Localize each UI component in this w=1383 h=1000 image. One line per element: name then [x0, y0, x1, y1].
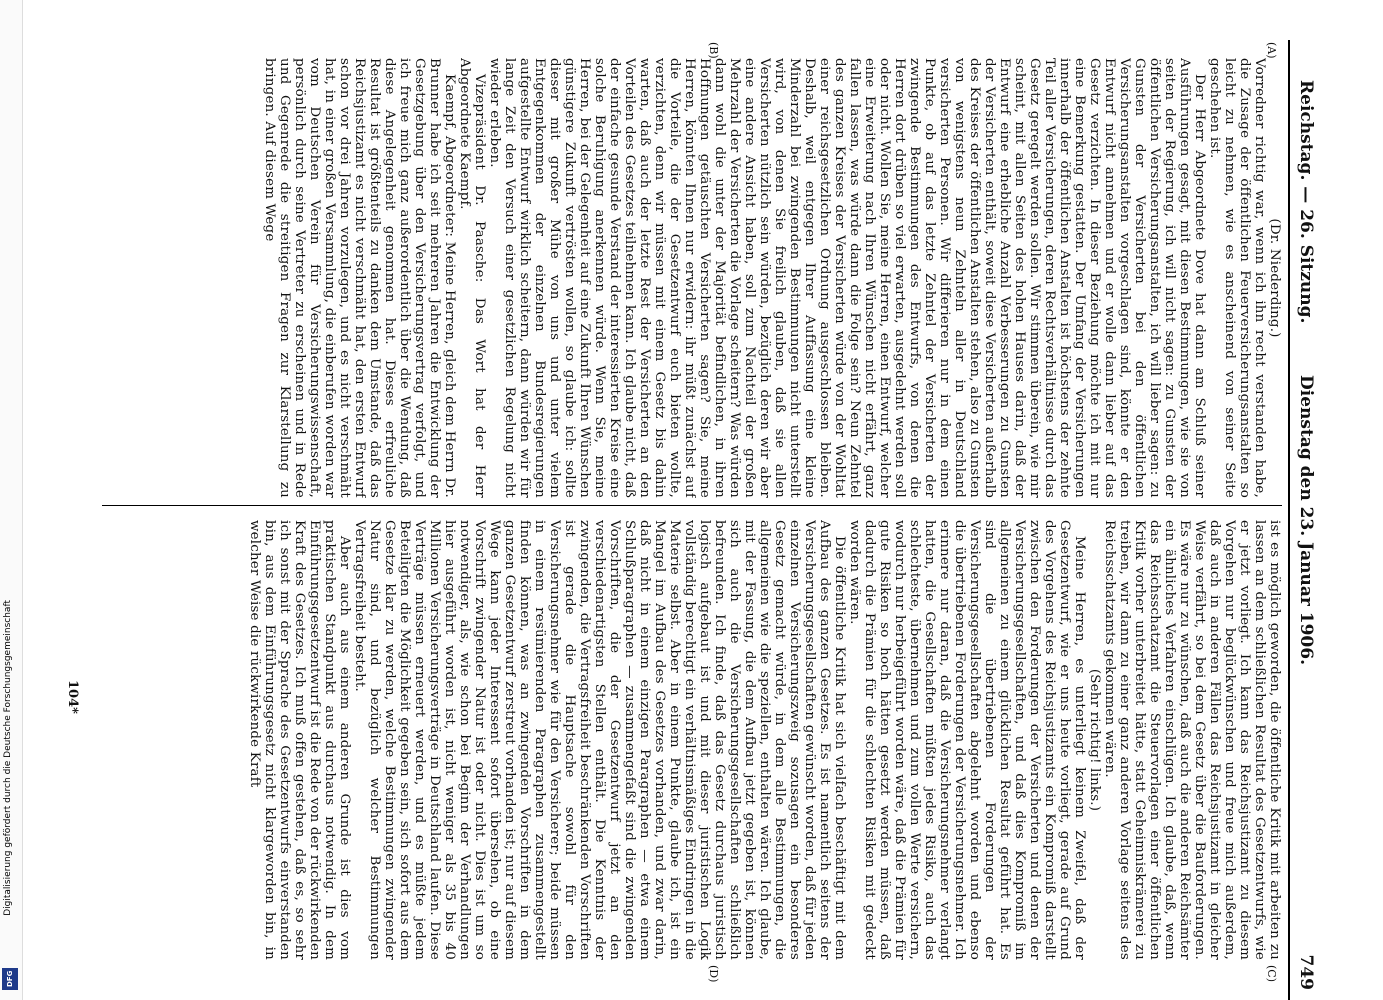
page-number: 749	[1296, 954, 1316, 990]
margin-mark-b: (B)	[707, 42, 720, 59]
header-date: Dienstag den 23. Januar 1906.	[1296, 375, 1316, 665]
sheet-signature: 104*	[65, 680, 80, 714]
right-column	[82, 520, 1282, 960]
column-divider	[102, 505, 1282, 506]
speaker-reference: (Dr. Niederding.)	[1267, 218, 1282, 338]
funding-credit: Digitalisierung gefördert durch die Deutsche Forschungsgemeinschaft	[3, 600, 13, 916]
header-session: Reichstag. — 26. Sitzung.	[1296, 80, 1316, 324]
side-strip	[0, 0, 23, 1000]
applause-note: (Sehr richtig! links.)	[1087, 668, 1102, 812]
paragraph: Der Herr Abgeordnete Dove hat dann am Schluß seiner Ausführungen gesagt, mit diesen Bestimmungen, wie sie von seiten der Regierung, ich will nicht sagen: zu Gunsten der öffentlichen Versicherungsanstalten, ich will lieber sagen: zu Gunsten der Versicherten bei den öffentlichen Versicherungsanstalten vorgeschlagen sind, könnte er den Entwurf nicht annehmen und er wolle dann lieber auf das Gesetz verzichten. In dieser Beziehung möchte ich mit nur eine Bemerkung gestatten. Der Umfang der Versicherungen innerhalb der öffentlichen Anstalten ist höchstens der zehnte Teil aller Versicherungen, deren Rechtsverhältnisse durch das Gesetz geregelt werden sollen. Wir stimmen überein, wie mir scheint, mit allen Seiten des hohen Hauses darin, daß der Entwurf eine erhebliche Anzahl Verbesserungen zu Gunsten der Versicherten enthält, soweit diese Versicherten außerhalb des Kreises der öffentlichen Anstalten stehen, also zu Gunsten von wenigstens neun Zehnteln aller in Deutschland versicherten Personen. Wir differieren nur in dem einen Punkte, ob auf das letzte Zehntel der Versicherten der zwingende Bestimmungen des Entwurfs, von denen die Herren dort drüben so viel erwarten, ausgedehnt werden soll oder nicht. Wollen Sie, meine Herren, einen Entwurf, welcher eine Erweiterung nach Ihren Wünschen nicht erfährt, ganz fallen lassen, was würde dann die Folge sein? Neun Zehntel des ganzen Kreises der Versicherten würde von der Wohltat einer reichsgesetzlichen Ordnung ausgeschlossen bleiben. Deshalb, weil entgegen Ihrer Auffassung eine kleine Minderzahl bei zwingenden Bestimmungen nicht unterstellt wird, von denen Sie freilich glauben, daß sie allen Versicherten nützlich sein würden, bezüglich deren wir aber eine andere Ansicht haben, soll zum Nachteil der großen Mehrzahl der Versicherten die Vorlage scheitern? Was würden dann wohl die unter der Majorität befindlichen, in ihren Hoffnungen getäuschten Versicherten sagen? Sie, meine Herren, könnten Ihnen nur erwidern: ihr müßt zunächst auf die Vorteile, die der Gesetzentwurf euch bieten wollte, verzichten, denn wir müssen mit einem Gesetz bis dahin warten, daß auch der letzte Rest der Versicherten an den Vorteilen des Gesetzes teilnehmen kann. Ich glaube nicht, daß der einfache gesunde Verstand der interessierten Kreise eine solche Beruhigung anerkennen würde. Wenn Sie, meine Herren, bei der Gelegenheit auf eine Zukunft Ihren Wünschen günstigere Zukunft vertrösten wollen, so glaube ich: sollte dieser mit großer Mühe von uns und unter vielem Entgegenkommen der einzelnen Bundesregierungen aufgestellte Entwurf wirklich scheitern, dann würden wir für lange Zeit den Versuch einer gesetzlichen Regelung nicht wieder erleben.	[487, 58, 1207, 498]
paragraph: Die öffentliche Kritik hat sich vielfach beschäftigt mit dem Aufbau des ganzen Gesetzes. Es ist namentlich seitens der Versicherungsgesellschaften gewünscht worden, daß für jeden einzelnen Versicherungszweig sozusagen ein besonderes Gesetz gemacht würde, in dem alle Bestimmungen, die allgemeinen wie die speziellen, enthalten wären. Ich glaube, mit der Fassung, die dem Aufbau jetzt gegeben ist, können sich auch die Versicherungsgesellschaften schließlich befreunden. Ich finde, daß das Gesetz durchaus juristisch logisch aufgebaut ist und mit dieser juristischen Logik vollständig berechtigt ein verhältnismäßiges Eindringen in die Materie selbst. Aber in einem Punkte, glaube ich, ist ein Mangel im Aufbau des Gesetzes vorhanden, und zwar darin, daß nicht in einem einzigen Paragraphen — etwa einem Schlußparagraphen — zusammengefaßt sind die zwingenden Vorschriften, die der Gesetzentwurf jetzt an den verschiedenartigsten Stellen enthält. Die Kenntnis der zwingenden, die Vertragsfreiheit beschränkenden Vorschriften ist gerade die Hauptsache sowohl für den Versicherungsnehmer wie für den Versicherer; beide müssen in einem resümierenden Paragraphen zusammengestellt finden können, was an zwingenden Vorschriften in dem ganzen Gesetzentwurf zerstreut vorhanden ist; nur auf diesem Wege kann jeder Interessent sofort übersehen, ob eine Vorschrift zwingender Natur ist oder nicht. Dies ist um so notwendiger, als, wie schon bei Beginn der Verhandlungen hier ausgeführt worden ist, nicht weniger als 35 bis 40 Millionen Versicherungsverträge in Deutschland laufen. Diese Verträge müssen erneuert werden, und es müßte jedem Beteiligten die Möglichkeit gegeben sein, sich sofort aus dem Gesetze klar zu werden, welche Bestimmungen zwingender Natur sind, und bezüglich welcher Bestimmungen Vertragsfreiheit besteht.	[352, 520, 847, 960]
paragraph: ist es möglich geworden, die öffentliche Kritik mit arbeiten zu lassen an dem schließlichen Resultat des Gesetzentwurfs, wie er jetzt vorliegt. Ich kann das Reichsjustizamt zu diesem Vorgehen nur beglückwünschen und freue mich außerdem, daß auch in anderen Fällen das Reichsjustizamt in gleicher Weise verfährt, so bei dem Gesetz über die Bauforderungen. Es wäre nur zu wünschen, daß auch die anderen Reichsämter ein ähnliches Verfahren einschlügen. Ich glaube, daß, wenn das Reichsschatzamt die Steuervorlagen einer öffentlichen Kritik vorher unterbreitet hätte, statt Geheimniskrämerei zu treiben, wir dann zu einer ganz anderen Vorlage seitens des Reichsschatzamts gekommen wären.	[1102, 520, 1282, 960]
paragraph: Vorredner richtig war, wenn ich ihn recht verstanden habe, die Zusage der öffentlichen Feuerversicherungsanstalten so leicht zu nehmen, wie es anscheinend von seiner Seite geschehen ist.	[1207, 58, 1267, 498]
paragraph: Meine Herren, es unterliegt keinem Zweifel, daß der Gesetzentwurf, wie er uns heute vorliegt, gerade auf Grund des Vorgehens des Reichsjustizamts ein Kompromiß darstellt zwischen den Forderungen der Versicherten und denen der Versicherungsgesellschaften, und daß dies Kompromiß im allgemeinen zu einem glücklichen Resultat geführt hat. Es sind die übertriebenen Forderungen der Versicherungsgesellschaften abgelehnt worden und ebenso die übertriebenen Forderungen der Versicherungsnehmer. Ich erinnere nur daran, daß die Versicherungsnehmer verlangt hatten, die Gesellschaften müßten jedes Risiko, auch das schlechteste, übernehmen und zum vollen Werte versichern, wodurch nur herbeigeführt worden wäre, daß die Prämien für gute Risiken so hoch hätten gesetzt werden müssen, daß dadurch die Prämien für die schlechten Risiken mit gedeckt worden wären.	[847, 520, 1087, 960]
margin-mark-d: (D)	[707, 965, 720, 983]
paragraph-kaempf: Kaempf, Abgeordneter: Meine Herren, gleich dem Herrn Dr. Brunner habe ich seit mehreren Jahren die Entwicklung der Gesetzgebung über den Versicherungsvertrag verfolgt, und ich freue mich ganz außerordentlich über die Wendung, daß diese Angelegenheit genommen hat. Dieses erfreuliche Resultat ist größtenteils zu danken dem Umstande, daß das Reichsjustizamt es nicht verschmäht hat, den ersten Entwurf schon vor drei Jahren vorzulegen, und es nicht verschmäht hat, in einer großen Versammlung, die einberufen worden war vom Deutschen Verein für Versicherungswissenschaft, persönlich durch seine Vertreter zu erscheinen und in Rede und Gegenrede die streitigen Fragen zur Klarstellung zu bringen. Auf diesem Wege	[262, 58, 457, 498]
margin-mark-a: (A)	[1265, 42, 1278, 59]
president-line: Vizepräsident Dr. Paasche: Das Wort hat der Herr Abgeordnete Kaempf.	[457, 58, 487, 498]
dfg-logo: DFG	[2, 968, 18, 990]
document-page	[60, 40, 1320, 1000]
paragraph: Aber auch aus einem anderen Grunde ist dies vom praktischen Standpunkt aus durchaus notwendig. In dem Einführungsgesetzentwurf ist die Rede von der rückwirkenden Kraft des Gesetzes. Ich muß offen gestehen, daß es, so sehr ich sonst mit der Sprache des Gesetzentwurfs einverstanden bin, aus dem Einführungsgesetz nicht klargeworden bin, in welcher Weise die rückwirkende Kraft	[247, 520, 352, 960]
page-header	[1288, 40, 1320, 1000]
margin-mark-c: (C)	[1265, 965, 1278, 982]
left-column	[82, 58, 1282, 498]
